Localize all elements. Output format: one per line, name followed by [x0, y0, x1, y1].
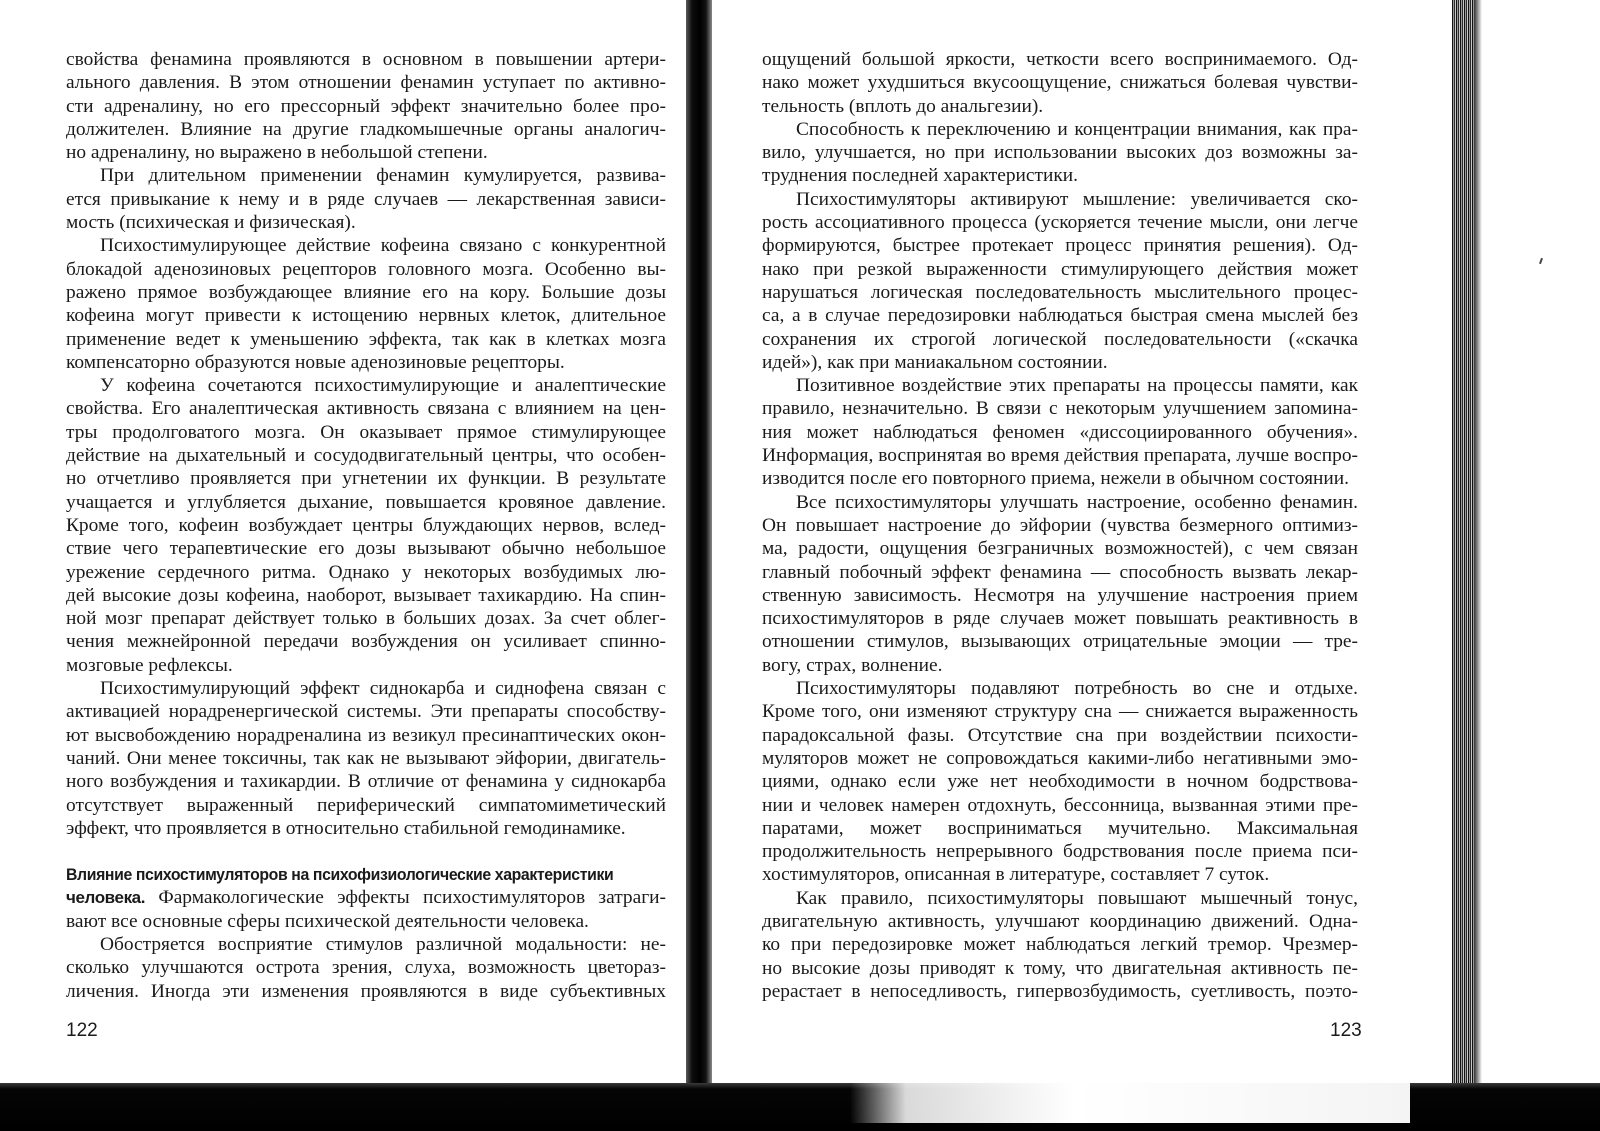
text-line: ного возбуждения и тахикардии. В отличие от фенамина у сиднокарба	[66, 771, 666, 793]
text-line: сколько улучшаются острота зрения, слуха, возможность цветораз-	[66, 957, 666, 979]
text-line: вогу, страх, волнение.	[762, 654, 943, 676]
text-line: ствие чего терапевтические его дозы вызывают обычно небольшое	[66, 538, 666, 560]
text-line: У кофеина сочетаются психостимулирующие и аналептические	[100, 375, 666, 397]
text-line: ма, радости, ощущения безграничных возможностей), с чем связан	[762, 538, 1358, 560]
text-line: действие на дыхательный и сосудодвигательный центры, что особен-	[66, 445, 666, 467]
text-line: урежение сердечного ритма. Однако у некоторых возбудимых лю-	[66, 561, 666, 583]
right-page-text	[762, 48, 1358, 1003]
text-line: Психостимуляторы активируют мышление: увеличивается ско-	[796, 188, 1358, 210]
text-line: сти адреналину, но его прессорный эффект значительно более про-	[66, 95, 666, 117]
text-line	[66, 886, 666, 909]
paragraph	[762, 491, 1358, 677]
paragraph	[66, 234, 666, 374]
text-line: чаний. Они менее токсичны, так как не вызывают эйфории, двигатель-	[66, 747, 666, 769]
section-heading-continuation: человека.	[66, 888, 146, 908]
page-number-right: 123	[1330, 1020, 1362, 1041]
text-line: главный побочный эффект фенамина — способность вызвать лекар-	[762, 561, 1358, 583]
paragraph	[762, 887, 1358, 1003]
text-line: Как правило, психостимуляторы повышают мышечный тонус,	[796, 887, 1358, 909]
text-line: психостимуляторов в ряде случаев может повышать реактивность в	[762, 608, 1358, 630]
text-line: ной мозг препарат действует только в больших дозах. За счет облег-	[66, 608, 666, 630]
text-line: При длительном применении фенамин кумулируется, развива-	[100, 165, 666, 187]
text-line: блокадой аденозиновых рецепторов головного мозга. Особенно вы-	[66, 258, 666, 280]
text-line: ощущений большой яркости, четкости всего воспринимаемого. Од-	[762, 49, 1358, 70]
text-line: свойства фенамина проявляются в основном в повышении артери-	[66, 49, 666, 70]
text-line: Способность к переключению и концентрации внимания, как пра-	[796, 118, 1358, 140]
text-line: ственную зависимость. Несмотря на улучшение настроения прием	[762, 584, 1358, 606]
text-line: труднения последней характеристики.	[762, 165, 1079, 187]
scan-bottom-shadow	[0, 1083, 1600, 1131]
paragraph	[66, 48, 666, 164]
scan-speck	[1539, 258, 1543, 264]
text-line: сохранения их строгой логической последовательности («скачка	[762, 328, 1358, 350]
text-line: отсутствует выраженный периферический симпатомиметический	[66, 794, 666, 816]
paragraph	[66, 933, 666, 1003]
text-run: Фармакологические эффекты психостимуляторов затраги-	[145, 887, 666, 909]
text-line: нарушаться логическая последовательность мыслительного процес-	[762, 281, 1358, 303]
section-heading: Влияние психостимуляторов на психофизиологические характеристики	[66, 865, 614, 885]
text-line: хостимуляторов, описанная в литературе, составляет 7 суток.	[762, 864, 1270, 886]
text-line: продолжительность непрерывного бодрствования после приема пси-	[762, 841, 1358, 863]
text-line: свойства. Его аналептическая активность связана с влиянием на цен-	[66, 398, 666, 420]
text-line: правило, незначительно. В связи с некоторым улучшением запомина-	[762, 398, 1358, 420]
text-line: парадоксальной фазы. Отсутствие сна при воздействии психости-	[762, 724, 1358, 746]
text-line: двигательную активность, улучшают координацию движений. Одна-	[762, 910, 1358, 932]
text-line: ального давления. В этом отношении фенамин уступает по активно-	[66, 72, 666, 94]
paragraph	[762, 374, 1358, 490]
text-line: компенсаторно образуются новые аденозиновые рецепторы.	[66, 351, 565, 373]
text-line: чения межнейронной передачи возбуждения он усиливает спинно-	[66, 631, 666, 653]
paragraph	[66, 677, 666, 840]
text-line: нако при резкой выраженности стимулирующего действия может	[762, 258, 1358, 280]
text-line: нако может ухудшиться вкусоощущение, снижаться болевая чувстви-	[762, 72, 1358, 94]
paragraph	[66, 164, 666, 234]
text-line: дей высокие дозы кофеина, наоборот, вызывает тахикардию. На спин-	[66, 584, 666, 606]
text-line: ния может наблюдаться феномен «диссоциированного обучения».	[762, 421, 1358, 443]
text-line: активацией норадренергической системы. Эти препараты способству-	[66, 701, 666, 723]
text-line: но отчетливо проявляется при угнетении их функции. В результате	[66, 468, 666, 490]
text-line: мозговые рефлексы.	[66, 654, 233, 676]
text-line: ют высвобождению норадреналина из везикул пресинаптических окон-	[66, 724, 666, 746]
text-line: применение ведет к уменьшению эффекта, так как в клетках мозга	[66, 328, 666, 350]
text-line: тры продолговатого мозга. Он оказывает прямое стимулирующее	[66, 421, 666, 443]
text-line: Психостимуляторы подавляют потребность во сне и отдыхе.	[796, 678, 1358, 700]
left-page-text	[66, 48, 666, 1003]
text-line: нии и человек намерен отдохнуть, бессонница, вызванная этими пре-	[762, 794, 1358, 816]
text-line: учащается и углубляется дыхание, повышается кровяное давление.	[66, 491, 666, 513]
text-line: ко при передозировке может наблюдаться легкий тремор. Чрезмер-	[762, 934, 1358, 956]
paragraph	[762, 188, 1358, 374]
book-gutter-shadow	[686, 0, 712, 1085]
text-line: вают все основные сферы психической деятельности человека.	[66, 910, 589, 932]
page-number-left: 122	[66, 1020, 98, 1041]
text-line: эффект, что проявляется в относительно стабильной гемодинамике.	[66, 817, 626, 839]
text-line: изводится после его повторного приема, нежели в обычном состоянии.	[762, 468, 1350, 490]
text-line: са, а в случае передозировки наблюдаться быстрая смена мыслей без	[762, 305, 1358, 327]
text-line: Информация, воспринятая во время действия препарата, лучше воспро-	[762, 445, 1358, 467]
text-line: но высокие дозы приводят к тому, что двигательная активность пе-	[762, 957, 1358, 979]
text-line: отношении стимулов, вызывающих отрицательные эмоции — тре-	[762, 631, 1358, 653]
text-line: ражено прямое возбуждающее влияние его на кору. Большие дозы	[66, 281, 666, 303]
section-heading-paragraph	[66, 863, 666, 933]
text-line: Кроме того, кофеин возбуждает центры блуждающих нервов, вслед-	[66, 514, 666, 536]
text-line: кофеина могут привести к истощению нервных клеток, длительное	[66, 305, 666, 327]
text-line: тельность (вплоть до анальгезии).	[762, 95, 1044, 117]
text-line: рерастает в непоседливость, гипервозбудимость, суетливость, поэто-	[762, 980, 1358, 1002]
text-line: личения. Иногда эти изменения проявляются в виде субъективных	[66, 980, 666, 1002]
text-line: Обостряется восприятие стимулов различной модальности: не-	[100, 933, 666, 955]
text-line: Все психостимуляторы улучшать настроение, особенно фенамин.	[796, 491, 1358, 513]
text-line: ется привыкание к нему и в ряде случаев — лекарственная зависи-	[66, 188, 666, 210]
text-line: мость (психическая и физическая).	[66, 212, 356, 234]
text-line: паратами, может восприниматься мучительно. Максимальная	[762, 817, 1358, 839]
text-line: Кроме того, они изменяют структуру сна — снижается выраженность	[762, 701, 1358, 723]
text-line: Психостимулирующее действие кофеина связано с конкурентной	[100, 235, 666, 257]
book-page-edges	[1452, 0, 1480, 1085]
text-line: формируются, быстрее протекает процесс принятия решения). Од-	[762, 235, 1358, 257]
paragraph	[762, 48, 1358, 118]
text-line: муляторов может не сопровождаться какими-либо негативными эмо-	[762, 747, 1358, 769]
text-line: идей»), как при маниакальном состоянии.	[762, 351, 1108, 373]
text-line: должителен. Влияние на другие гладкомышечные органы аналогич-	[66, 118, 666, 140]
paragraph	[762, 118, 1358, 188]
text-line: рость ассоциативного процесса (ускоряется течение мысли, они легче	[762, 212, 1358, 234]
text-line: но адреналину, но выражено в небольшой степени.	[66, 142, 488, 164]
text-line: циями, однако если уже нет необходимости в ночном бодрствова-	[762, 771, 1358, 793]
paragraph	[762, 677, 1358, 887]
paragraph	[66, 374, 666, 677]
text-line: Он повышает настроение до эйфории (чувства безмерного оптимиз-	[762, 514, 1358, 536]
text-line: Позитивное воздействие этих препараты на процессы памяти, как	[796, 375, 1358, 397]
text-line: Психостимулирующий эффект сиднокарба и сиднофена связан с	[100, 678, 666, 700]
text-line: вило, улучшается, но при использовании высоких доз возможны за-	[762, 142, 1358, 164]
